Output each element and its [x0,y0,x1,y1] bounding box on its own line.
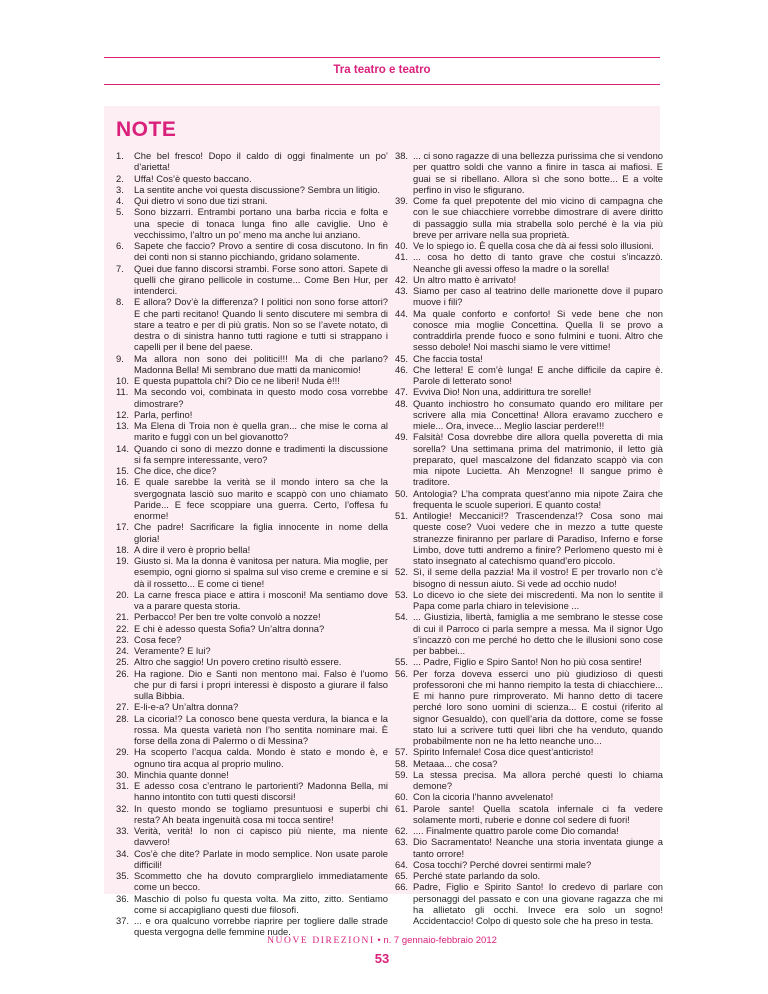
note-number: 32. [116,802,130,814]
note-number: 7. [116,262,124,274]
note-item [395,353,663,364]
note-text: Ma Elena di Troia non è quella gran... che mise le corna al marito e fuggì con un bel giovanotto? [134,420,388,443]
note-text: E questa pupattola chi? Dio ce ne liberi! Nuda è!!! [134,375,340,386]
note-number: 26. [116,667,130,679]
note-item [116,263,388,297]
note-number: 35. [116,870,130,881]
note-number: 28. [116,712,130,724]
note-item [116,476,388,521]
running-head: Tra teatro e teatro [333,64,431,76]
note-number: 25. [116,656,130,668]
note-number: 62. [395,825,409,836]
note-item [395,398,663,432]
note-text: Perché state parlando da solo. [413,870,541,881]
note-number: 51. [395,510,409,521]
note-item [395,870,663,881]
note-text: Spirito Infernale! Cosa dice quest’anticristo! [413,746,594,758]
note-item [116,521,388,544]
note-text: Cosa tocchi? Perché dovrei sentirmi male? [413,858,592,870]
note-item [395,611,663,656]
note-number: 64. [395,858,409,870]
note-item [116,893,388,916]
note-item [395,668,663,747]
note-text: Per forza doveva esserci uno più giudizioso di questi professoroni che mi hanno riempito la testa di chiacchiere... E mi hanno pure rimproverato. Mi hanno detto di tacere perché loro sono uomini di scienza... E costui (riferito al signor Gesualdo), con quell’aria da dottore, come se fosse stato lui a scrivere tutti quei libri che ha venduto, quando probabilmente non ne ha letto neanche uno... [413,667,663,746]
note-text: Ha scoperto l’acqua calda. Mondo è stato e mondo è, e ognuno tira acqua al proprio mulino. [134,746,388,769]
note-item [116,375,388,386]
note-item [116,701,388,712]
note-text: Quanto inchiostro ho consumato quando ero militare per scrivere alla mia Concettina! Allora eravamo zucchero e miele... Ora, invece... Meglio lasciar perdere!!! [413,397,663,431]
note-item [116,870,388,893]
note-number: 57. [395,746,409,758]
note-number: 3. [116,183,124,195]
note-number: 42. [395,273,409,285]
note-item [395,285,663,308]
notes-column-left [116,150,388,938]
note-number: 65. [395,870,409,881]
note-item [116,769,388,780]
note-number: 14. [116,442,130,454]
note-item [395,240,663,251]
note-text: Metaaa... che cosa? [413,757,498,769]
note-text: Falsità! Cosa dovrebbe dire allora quella poveretta di mia sorella? Una settimana prima del matrimonio, il letto già preparato, quel mascalzone del fidanzato scappò via con mia nipote Lucietta. Ah Menzogne! Il sangue primo è traditore. [413,431,663,488]
note-item [116,150,388,173]
note-number: 50. [395,487,409,499]
note-number: 4. [116,195,124,206]
note-text: Ma secondo voi, combinata in questo modo cosa vorrebbe dimostrare? [134,386,388,409]
note-text: Che padre! Sacrificare la figlia innocente in nome della gloria! [134,521,388,544]
note-item [116,544,388,555]
note-item [116,611,388,622]
note-number: 63. [395,836,409,848]
note-item [116,353,388,376]
note-text: Minchia quante donne! [134,768,229,780]
note-number: 54. [395,611,409,623]
note-number: 48. [395,397,409,409]
note-text: Ma quale conforto e conforto! Si vede bene che non conosce mia moglie Concettina. Quella lì se provo a contraddirla prende fuoco e sono fulmini e tuoni. Altro che sesso debole! Noi maschi siamo le vere vittime! [413,307,663,353]
note-item [116,386,388,409]
header-rule-bottom [104,84,660,85]
note-text: Ha ragione. Dio e Santi non mentono mai. Falso è l’uomo che pur di farsi i propri interessi è disposto a giurare il falso sulla Bibbia. [134,667,388,701]
note-text: Che bel fresco! Dopo il caldo di oggi finalmente un po’ d’arietta! [134,150,388,173]
note-item [116,848,388,871]
header-rule-top [104,57,660,58]
footer-magazine [104,935,660,946]
note-item [116,746,388,769]
note-number: 52. [395,566,409,578]
note-text: E allora? Dov’è la differenza? I politici non sono forse attori? E che parti recitano! Quando li sento discutere mi sembra di stare a teatro e per di più gratis. Non so se l’avete notato, di destra o di sinistra hanno tutti ragione e tutti si strappano i capelli per il bene del paese. [134,296,388,353]
note-text: Sono bizzarri. Entrambi portano una barba riccia e folta e una specie di tonaca lunga fino alle caviglie. Uno è vecchissimo, l’altro un po’ meno ma anche lui anziano. [134,206,388,240]
note-text: Parla, perfino! [134,408,193,420]
note-text: Verità, verità! Io non ci capisco più niente, ma niente davvero! [134,825,388,848]
note-item [116,623,388,634]
note-number: 31. [116,780,130,791]
note-item [395,251,663,274]
note-text: Veramente? E lui? [134,645,211,656]
note-text: Come fa quel prepotente del mio vicino di campagna che con le sue chiacchiere vorrebbe dimostrare di avere diritto di passaggio sulla mia strabella solo perché è la via più breve per arrivare nella sua proprietà. [413,195,663,240]
note-number: 17. [116,521,130,533]
note-text: ... cosa ho detto di tanto grave che costui s’incazzò. Neanche gli avessi offeso la madre o la sorella! [413,251,663,274]
note-number: 56. [395,667,409,679]
note-item [395,769,663,792]
note-text: E-li-e-a? Un’altra donna? [134,701,239,713]
notes-column-right [395,150,663,926]
note-number: 10. [116,375,130,386]
note-number: 34. [116,847,130,859]
note-item [116,465,388,476]
note-number: 29. [116,746,130,758]
note-number: 2. [116,172,124,184]
note-text: Che faccia tosta! [413,352,483,364]
note-text: In questo mondo se togliamo presuntuosi e superbi chi resta? Ah beata ingenuità cosa mi tocca sentire! [134,802,388,825]
note-text: Ma allora non sono dei politici!!! Ma di che parlano? Madonna Bella! Mi sembrano due matti da manicomio! [134,352,388,375]
note-item [116,645,388,656]
note-text: Giusto si. Ma la donna è vanitosa per natura. Mia moglie, per esempio, ogni giorno si spalma sul viso creme e cremine e si dà il rossetto... E come ci tiene! [134,555,388,589]
note-text: Evviva Dio! Non una, addirittura tre sorelle! [413,386,592,398]
note-number: 16. [116,476,130,488]
note-item [116,173,388,184]
note-number: 46. [395,363,409,375]
notes-title: NOTE [116,118,177,141]
note-text: Maschio di polso fu questa volta. Ma zitto, zitto. Sentiamo come si accapigliano questi due filosofi. [134,892,388,915]
issue-info: • n. 7 gennaio-febbraio 2012 [374,935,497,946]
note-item [116,420,388,443]
note-text: E adesso cosa c’entrano le partorienti? Madonna Bella, mi hanno intontito con tutti questi discorsi! [134,780,388,803]
note-text: Quei due fanno discorsi strambi. Forse sono attori. Sapete di quelli che girano pellicole in costume... Come Ben Hur, per intenderci. [134,262,388,296]
note-number: 13. [116,420,130,431]
note-item [116,713,388,747]
note-number: 43. [395,285,409,296]
note-text: Siamo per caso al teatrino delle marionette dove il puparo muove i fili? [413,285,663,308]
note-text: Parole sante! Quella scatola infernale ci fa vedere solamente morti, ruberie e donne col sedere di fuori! [413,802,663,825]
note-item [395,566,663,589]
note-number: 55. [395,656,409,668]
note-item [395,488,663,511]
magazine-name: NUOVE DIREZIONI [267,936,375,946]
note-number: 8. [116,296,124,308]
note-text: A dire il vero è proprio bella! [134,543,251,555]
note-text: Quando ci sono di mezzo donne e tradimenti la discussione si fa sempre interessante, vero? [134,442,388,465]
note-text: Che dice, che dice? [134,465,217,476]
note-text: Cos’è che dite? Parlate in modo semplice. Non usate parole difficili! [134,847,388,870]
note-item [395,195,663,240]
note-number: 15. [116,465,130,476]
note-text: La sentite anche voi questa discussione? Sembra un litigio. [134,183,380,195]
note-text: ... Padre, Figlio e Spiro Santo! Non ho più cosa sentire! [413,656,642,668]
note-text: Dio Sacramentato! Neanche una storia inventata giunge a tanto orrore! [413,836,663,859]
note-text: E quale sarebbe la verità se il mondo intero sa che la svergognata lasciò suo marito e scappò con uno chiamato Paride... E fece scoppiare una guerra. Certo, l’offesa fu enorme! [134,476,388,521]
note-item [395,803,663,826]
note-item [116,780,388,803]
note-text: ... e ora qualcuno vorrebbe riaprire per togliere dalle strade questa vergogna delle femmine nude. [134,915,388,938]
note-text: Altro che saggio! Un povero cretino risultò essere. [134,656,342,668]
note-item [395,150,663,195]
note-item [116,195,388,206]
note-text: ... Giustizia, libertà, famiglia a me sembrano le stesse cose di cui il Parroco ci parla sempre a messa. Ma il signor Ugo s’incazzò con me perché ho detto che le illusioni sono cose per babbei... [413,611,663,656]
note-item [116,668,388,702]
note-item [116,825,388,848]
note-item [395,825,663,836]
note-text: Uffa! Cos’è questo baccano. [134,172,252,184]
note-text: Lo dicevo io che siete dei miscredenti. Ma non lo sentite il Papa come parla chiaro in televisione ... [413,588,663,611]
note-number: 27. [116,701,130,713]
note-item [395,656,663,667]
note-number: 1. [116,150,124,161]
note-number: 38. [395,150,409,161]
note-number: 5. [116,206,124,218]
note-item [116,206,388,240]
note-number: 21. [116,611,130,623]
note-item [395,791,663,802]
note-number: 20. [116,588,130,600]
note-number: 47. [395,386,409,398]
note-number: 66. [395,881,409,893]
note-item [116,184,388,195]
note-text: Un altro matto è arrivato! [413,273,517,285]
note-number: 60. [395,791,409,803]
note-number: 44. [395,307,409,319]
note-number: 6. [116,240,124,251]
note-item [395,589,663,612]
note-text: La cicoria!? La conosco bene questa verdura, la bianca e la rossa. Ma questa varietà non l’ho sentita nominare mai. È forse della zona di Palermo o di Messina? [134,712,388,746]
note-number: 36. [116,892,130,904]
note-number: 23. [116,633,130,645]
note-item [395,364,663,387]
note-item [395,308,663,353]
note-text: Scommetto che ha dovuto comprarglielo immediatamente come un becco. [134,870,388,893]
note-item [395,881,663,926]
note-text: Antologia? L’ha comprata quest’anno mia nipote Zaira che frequenta le scuole superiori. E quanto costa! [413,487,663,510]
note-item [116,296,388,352]
note-item [116,656,388,667]
note-text: Cosa fece? [134,633,182,645]
note-number: 41. [395,251,409,263]
note-number: 12. [116,408,130,420]
note-text: E chi è adesso questa Sofia? Un’altra donna? [134,622,325,634]
note-number: 53. [395,588,409,600]
note-number: 19. [116,555,130,566]
note-number: 40. [395,240,409,251]
note-text: .... Finalmente quattro parole come Dio comanda! [413,825,619,836]
note-number: 11. [116,386,129,398]
note-text: Antilogie! Meccanici!? Trascendenza!? Cosa sono mai queste cose? Vuoi vedere che in mezzo a tutte queste stranezze finiranno per parlare di Paradiso, Inferno e forse Limbo, dove tutti andremo a finire? Perlomeno questo mi è stato insegnato al catechismo quand’ero piccolo. [413,510,663,566]
note-item [395,746,663,757]
note-text: La stessa precisa. Ma allora perché questi lo chiama demone? [413,768,663,791]
note-number: 45. [395,352,409,364]
note-text: La carne fresca piace e attira i mosconi! Ma sentiamo dove va a parare questa storia. [134,588,388,611]
note-text: Padre, Figlio e Spirito Santo! Io credevo di parlare con personaggi del passato e con una giovane ragazza che mi ha allietato gli occhi. Invece era solo un sogno! Accidentaccio! Colpo di questo sole che ha preso in testa. [413,881,663,926]
note-item [116,240,388,263]
note-item [395,758,663,769]
note-text: Sì, il seme della pazzia! Ma il vostro! E per trovarlo non c’è bisogno di nessun aiuto. Si vede ad occhio nudo! [413,566,663,589]
note-item [395,510,663,566]
note-number: 37. [116,915,130,926]
note-number: 22. [116,622,130,634]
note-item [116,803,388,826]
note-text: ... ci sono ragazze di una bellezza purissima che si vendono per quattro soldi che vanno a finire in tasca ai mafiosi. E guai se si ribellano. Allora sì che sono botte... E a volte perfino in viso le sfigurano. [413,150,663,195]
note-number: 49. [395,431,409,443]
note-number: 58. [395,757,409,769]
page-number: 53 [374,951,390,966]
note-number: 24. [116,645,130,656]
note-number: 30. [116,768,130,780]
note-number: 33. [116,825,130,836]
note-number: 9. [116,352,124,364]
note-item [116,634,388,645]
note-number: 59. [395,768,409,780]
note-number: 61. [395,802,409,814]
note-item [116,443,388,466]
note-item [116,555,388,589]
note-item [395,274,663,285]
note-number: 18. [116,543,130,555]
note-text: Sapete che faccio? Provo a sentire di cosa discutono. In fin dei conti non si stanno picchiando, gridano solamente. [134,240,388,263]
note-text: Ve lo spiego io. È quella cosa che dà ai fessi solo illusioni. [413,240,654,251]
note-item [116,409,388,420]
note-item [395,836,663,859]
note-text: Con la cicoria l’hanno avvelenato! [413,791,554,803]
note-item [395,431,663,487]
note-text: Qui dietro vi sono due tizi strani. [134,195,268,206]
note-item [116,589,388,612]
note-text: Che lettera! E com’è lunga! E anche difficile da capire è. Parole di letterato sono! [413,363,663,386]
note-number: 39. [395,195,409,206]
note-text: Perbacco! Per ben tre volte convolò a nozze! [134,611,321,623]
note-item [395,386,663,397]
note-item [395,859,663,870]
